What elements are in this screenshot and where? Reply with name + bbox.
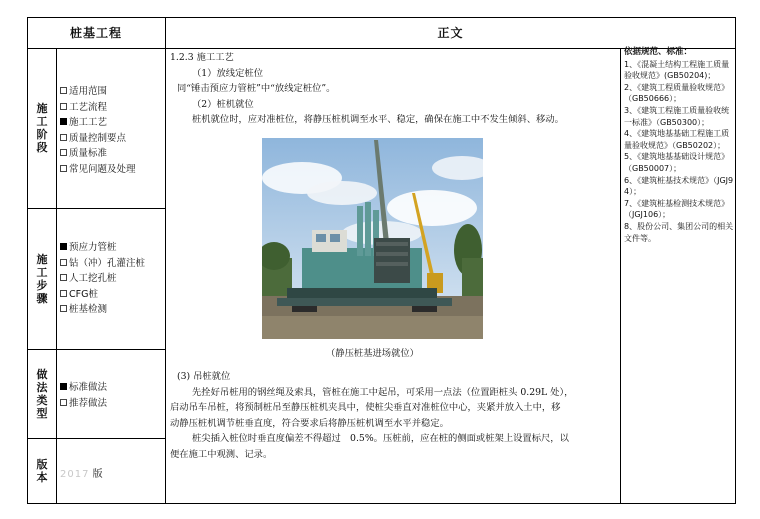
col-divider-label (56, 48, 57, 504)
site-photo (262, 138, 483, 339)
menu-item-scope[interactable]: 适用范围 (60, 84, 164, 100)
menu-item-hand-dug-pile[interactable]: 人工挖孔桩 (60, 271, 164, 287)
menu-item-construction-technique[interactable]: 施工工艺 (60, 115, 164, 131)
menu-item-standard-method[interactable]: 标准做法 (60, 380, 164, 396)
checkbox-checked-icon (60, 118, 67, 125)
main-content-lower (170, 369, 616, 462)
menu-item-quality-control[interactable]: 质量控制要点 (60, 131, 164, 147)
main-content (170, 50, 616, 128)
menu-item-cfg-pile[interactable]: CFG桩 (60, 287, 164, 303)
col-divider-right (620, 48, 621, 504)
reference-item: 3、《建筑工程施工质量验收统一标准》（GB50300）； (624, 105, 730, 127)
menu-item-pile-testing[interactable]: 桩基检测 (60, 302, 164, 318)
checkbox-icon (60, 290, 67, 297)
section-label-version: 版 本 (36, 458, 48, 484)
stage-menu (60, 84, 164, 177)
menu-item-prestressed-pipe-pile[interactable]: 预应力管桩 (60, 240, 164, 256)
paragraph-positioning: 桩机就位时，应对准桩位，将静压桩机调至水平、稳定，确保在施工中不发生倾斜、移动。 (192, 114, 564, 125)
menu-item-recommended-method[interactable]: 推荐做法 (60, 396, 164, 412)
method-menu (60, 380, 164, 411)
paragraph-layout: 同“锤击预应力管桩”中“放线定桩位”。 (177, 83, 336, 94)
menu-item-process-flow[interactable]: 工艺流程 (60, 100, 164, 116)
checkbox-icon (60, 87, 67, 94)
checkbox-icon (60, 149, 67, 156)
steps-menu (60, 240, 164, 318)
paragraph-verticality-line1: 桩尖插入桩位时垂直度偏差不得超过 0.5%。压桩前，应在桩的侧面或桩架上设置标尺，以 (192, 433, 569, 444)
subheading-layout: （1）放线定桩位 (192, 67, 263, 79)
references-title: 依据规范、标准： (624, 47, 693, 57)
checkbox-icon (60, 259, 67, 266)
version-value: 2017 版 (60, 469, 103, 480)
checkbox-icon (60, 103, 67, 110)
subheading-positioning: （2）桩机就位 (192, 98, 254, 110)
paragraph-lifting-line1: 先拴好吊桩用的钢丝绳及索具，管桩在施工中起吊，可采用一点法（位置距桩头 0.29L 处）， (192, 386, 574, 398)
reference-item: 2、《建筑工程质量验收规范》（GB50666）； (624, 82, 730, 104)
reference-item: 4、《建筑地基基础工程施工质量验收规范》（GB50202）； (624, 129, 730, 150)
reference-item: 7、《建筑桩基检测技术规范》（JGJ106）； (624, 198, 730, 220)
checkbox-icon (60, 134, 67, 141)
pile-driver-photo (262, 138, 483, 339)
checkbox-icon (60, 274, 67, 281)
checkbox-icon (60, 399, 67, 406)
checkbox-icon (60, 305, 67, 312)
section-label-method-type: 做 法 类 型 (36, 367, 48, 420)
menu-item-quality-standard[interactable]: 质量标准 (60, 146, 164, 162)
photo-caption: （静压桩基进场就位） (326, 348, 419, 359)
reference-item: 5、《建筑地基基础设计规范》（GB50007）； (624, 152, 730, 173)
menu-item-common-problems[interactable]: 常见问题及处理 (60, 162, 164, 178)
section-label-stage: 施 工 阶 段 (36, 102, 48, 154)
left-header-title: 桩基工程 (69, 26, 122, 40)
paragraph-lifting-line2: 启动吊车吊桩，将预制桩吊至静压桩机夹具中，使桩尖垂直对准桩位中心，夹紧并放入土中，移 (170, 402, 561, 413)
col-divider-left (165, 17, 166, 504)
paragraph-verticality-line2: 便在施工中观测、记录。 (170, 448, 273, 460)
references-panel (624, 47, 734, 244)
checkbox-icon (60, 165, 67, 172)
reference-item: 8、股份公司、集团公司的相关文件等。 (624, 221, 734, 243)
main-header-title: 正文 (437, 26, 464, 40)
section-heading: 1.2.3 施工工艺 (170, 52, 234, 63)
reference-item: 6、《建筑桩基技术规范》（JGJ94）； (624, 175, 734, 197)
checkbox-checked-icon (60, 383, 67, 390)
section-label-steps: 施 工 步 骤 (36, 252, 48, 305)
subheading-lifting: (3) 吊桩就位 (177, 371, 231, 382)
menu-item-bored-pile[interactable]: 钻（冲）孔灌注桩 (60, 256, 164, 272)
reference-item: 1、《混凝土结构工程施工质量验收规范》(GB50204)； (624, 59, 730, 81)
paragraph-lifting-line3: 动静压桩机调节桩垂直度，符合要求后将静压桩机调至水平并稳定。 (170, 417, 449, 429)
checkbox-checked-icon (60, 243, 67, 250)
